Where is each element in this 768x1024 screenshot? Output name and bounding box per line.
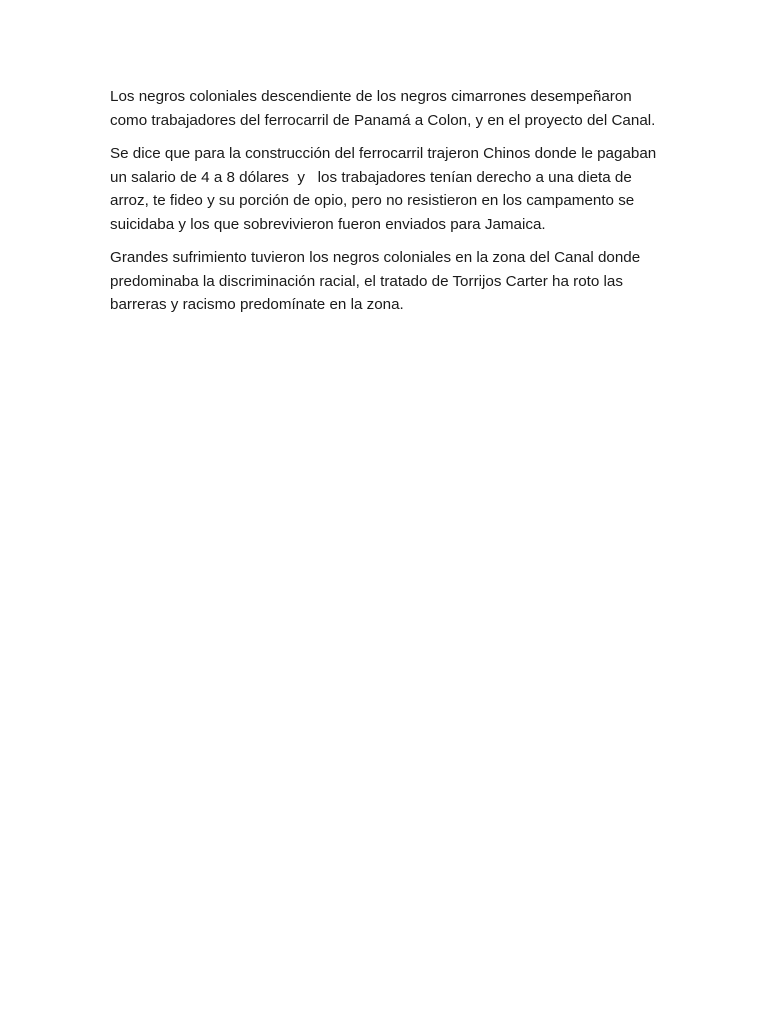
paragraph-2: Se dice que para la construcción del ferrocarril trajeron Chinos donde le pagaban un salario de 4 a 8 dólares y los trabajadores tenían derecho a una dieta de arroz, te fideo y su porción de opio, pero no resistieron en los campamento se suicidaba y los que sobrevivieron fueron enviados para Jamaica. <box>110 145 661 233</box>
paragraph-1: Los negros coloniales descendiente de los negros cimarrones desempeñaron como trabajadores del ferrocarril de Panamá a Colon, y en el proyecto del Canal. <box>110 88 656 129</box>
paragraph-3: Grandes sufrimiento tuvieron los negros coloniales en la zona del Canal donde predominaba la discriminación racial, el tratado de Torrijos Carter ha roto las barreras y racismo predomínate en la zona. <box>110 249 645 313</box>
document-body <box>110 85 665 327</box>
